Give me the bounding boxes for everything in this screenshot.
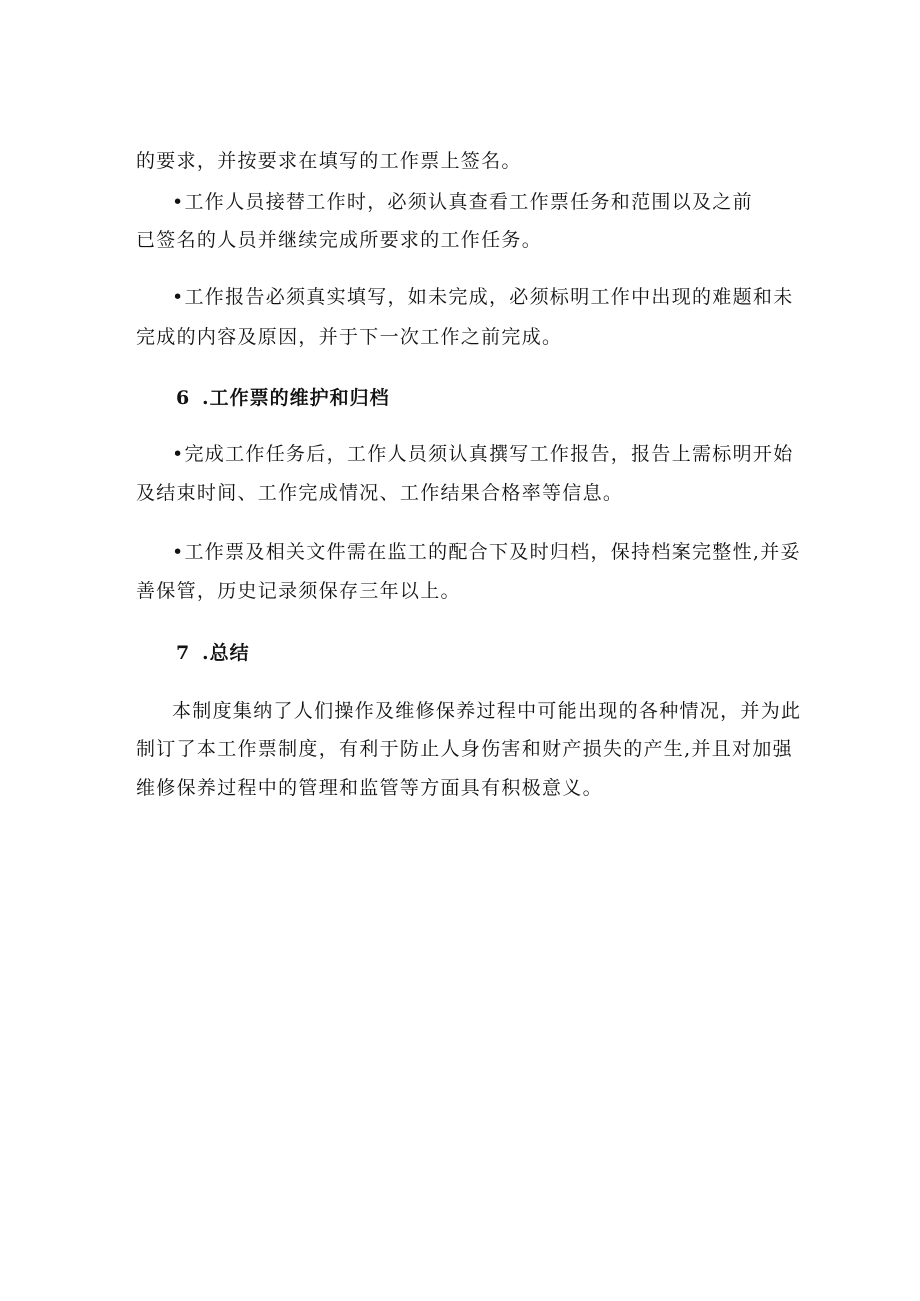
paragraph-line: •工作报告必须真实填写，如未完成，必须标明工作中出现的难题和未 — [172, 286, 794, 308]
section-heading-6 — [176, 386, 390, 410]
paragraph-line: 完成的内容及原因，并于下一次工作之前完成。 — [136, 326, 563, 348]
section-title: .总结 — [202, 642, 250, 664]
section-number: 7 — [176, 642, 191, 664]
paragraph-line: •完成工作任务后，工作人员须认真撰写工作报告，报告上需标明开始 — [172, 443, 794, 465]
paragraph-line: 及结束时间、工作完成情况、工作结果合格率等信息。 — [136, 482, 624, 504]
paragraph-line: 制订了本工作票制度，有利于防止人身伤害和财产损失的产生,并且对加强 — [136, 738, 793, 760]
paragraph-line: 已签名的人员并继续完成所要求的工作任务。 — [136, 229, 543, 251]
paragraph-line: 本制度集纳了人们操作及维修保养过程中可能出现的各种情况，并为此 — [172, 700, 802, 722]
section-title: .工作票的维护和归档 — [202, 387, 390, 409]
paragraph-line: 的要求，并按要求在填写的工作票上签名。 — [136, 150, 522, 172]
section-heading-7 — [176, 641, 250, 665]
paragraph-line: 维修保养过程中的管理和监管等方面具有积极意义。 — [136, 777, 603, 799]
section-number: 6 — [176, 387, 191, 409]
paragraph-line: 善保管，历史记录须保存三年以上。 — [136, 580, 461, 602]
paragraph-line: •工作票及相关文件需在监工的配合下及时归档，保持档案完整性,并妥 — [172, 541, 801, 563]
paragraph-line: •工作人员接替工作时，必须认真查看工作票任务和范围以及之前 — [172, 191, 753, 213]
